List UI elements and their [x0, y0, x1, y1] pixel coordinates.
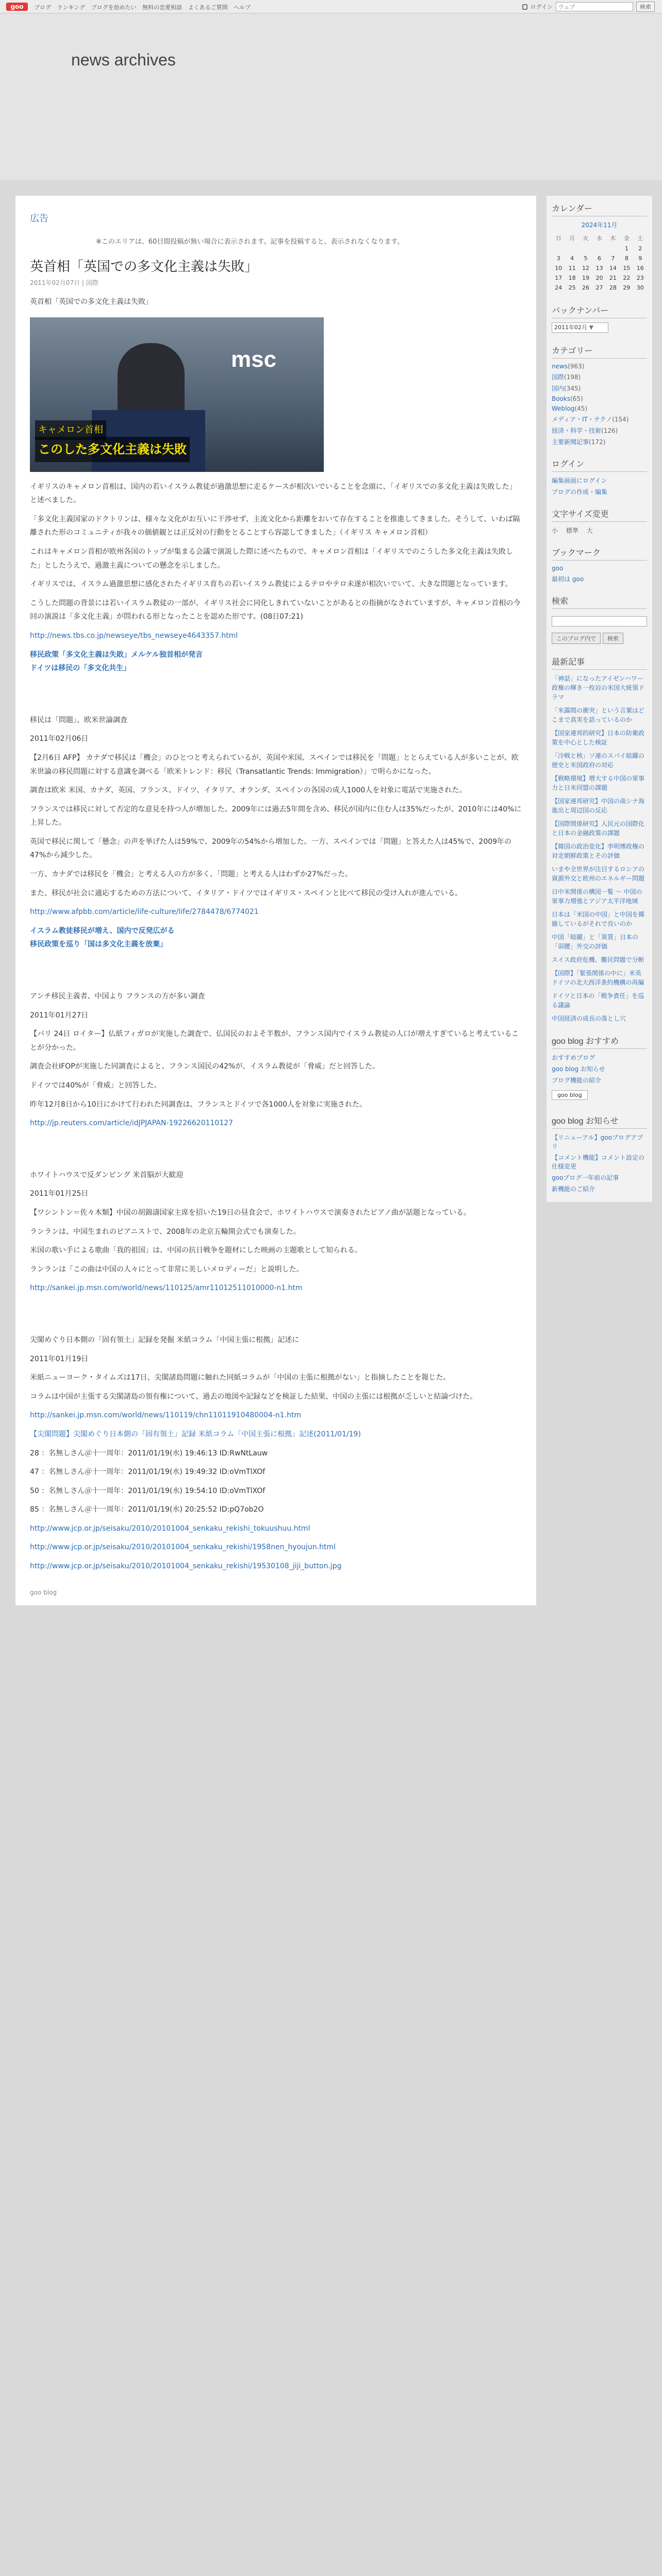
post-paragraph: フランスでは移民に対して否定的な意見を持つ人が増加した。2009年には過去5年間を含め、移民が国内に住む人は35%だったが、2010年には40%に上昇した。	[30, 805, 522, 827]
category-item[interactable]	[552, 363, 647, 370]
post-paragraph: 【ワシントン＝佐々木類】中国の胡錦濤国家主席を招いた19日の昼食会で、ホワイトハウスで演奏されたピアノ曲が話題となっている。	[30, 1208, 471, 1217]
recent-item[interactable]: 日本は「米国の中国」と中国を揶揄しているがそれで良いのか	[552, 911, 645, 927]
post-paragraph: ランランは「この曲は中国の人々にとって非常に美しいメロディーだ」と説明した。	[30, 1265, 304, 1274]
recent-item[interactable]: 【国家連邦研究】中国の南シナ海進出と周辺国の反応	[552, 798, 645, 814]
post-divider	[30, 1136, 522, 1160]
calendar-day: 11	[568, 265, 576, 272]
search-scope-select[interactable]: このブログ内で	[552, 633, 601, 644]
login-link[interactable]: 編集画面にログイン	[552, 477, 607, 484]
related-link[interactable]: 【尖閣問題】尖閣めぐり日本側の「固有領土」記録 米紙コラム「中国主張に根拠」記述(2011/01/19)	[30, 1430, 361, 1438]
calendar-day: 4	[570, 255, 574, 262]
weekday-label: 水	[596, 235, 602, 242]
calendar-day	[606, 244, 620, 253]
weekday-label: 火	[583, 235, 589, 242]
recommend-item[interactable]: おすすめブログ	[552, 1054, 595, 1061]
extra-link[interactable]: http://www.jcp.or.jp/seisaku/2010/20101004_senkaku_rekishi/19530108_jiji_button.jpg	[30, 1562, 342, 1571]
calendar-day: 14	[609, 265, 617, 272]
recent-item[interactable]: スイス政府危機、難民問題で分断	[552, 956, 644, 963]
post-heading: 尖閣めぐり日本側の「固有領土」記録を発掘 米紙コラム「中国主張に根拠」記述に	[30, 1335, 300, 1344]
font-size-normal[interactable]: 標準	[566, 527, 578, 534]
post-entry	[30, 990, 522, 1130]
category-label: 国内	[552, 385, 565, 392]
backnumber-select[interactable]	[552, 323, 608, 333]
recent-item[interactable]: 日中米関係の構図一覧 〜 中国の軍事力増強とアジア太平洋地域	[552, 888, 642, 905]
post-entry	[30, 714, 522, 952]
weekday-label: 土	[637, 235, 643, 242]
global-search-input[interactable]	[556, 2, 633, 11]
site-header	[0, 13, 662, 180]
notice-item[interactable]: 【リニューアル】gooブログアプリ	[552, 1134, 643, 1150]
category-count: (198)	[564, 374, 581, 381]
calendar-day: 8	[624, 255, 628, 262]
recent-item[interactable]: いまや全世界が注目するロシアの資源外交と欧州のエネルギー問題	[552, 866, 645, 882]
post-heading: ホワイトハウスで反ダンピング 米首脳が大歓迎	[30, 1171, 184, 1179]
post-paragraph: 【2月6日 AFP】 カナダで移民は「機会」のひとつと考えられているが、英国や米国、スペインでは移民を「問題」ととらえている人が多いことが、欧米世論の移民問題に対する意識を調べる「欧米トレンド：移民（Transatlantic Trends: Immigration）」で明らかになった。	[30, 753, 519, 776]
weekday-label: 木	[610, 235, 616, 242]
calendar-month[interactable]: 2024年11月	[581, 222, 618, 229]
bookmark-item[interactable]: 最初は goo	[552, 575, 584, 583]
notice-item[interactable]: gooブログ一年前の記事	[552, 1174, 619, 1181]
recent-item[interactable]: 「冷戦と核」ソ連のスパイ暗躍の歴史と米国政府の対応	[552, 752, 645, 769]
calendar-day: 12	[582, 265, 590, 272]
nav-link-help[interactable]: ヘルプ	[234, 4, 251, 11]
post-paragraph: また、移民が社会に適応するための方法について、イタリア・ドイツではイギリス・スペインと比べて移民の受け入れが進んでいる。	[30, 889, 462, 897]
source-link[interactable]: http://news.tbs.co.jp/newseye/tbs_newseye4643357.html	[30, 631, 238, 640]
calendar-day: 22	[623, 275, 631, 281]
goo-logo[interactable]: goo	[6, 3, 28, 11]
calendar-day: 1	[624, 245, 628, 252]
category-count: (963)	[568, 363, 585, 370]
post-photo	[30, 317, 324, 472]
global-nav-links	[34, 3, 255, 11]
nav-link-love[interactable]: 無料の恋愛相談	[142, 4, 183, 11]
category-label: Books	[552, 395, 571, 402]
nav-link-faq[interactable]: よくあるご質問	[188, 4, 228, 11]
recent-title: 最新記事	[552, 655, 647, 670]
calendar-day: 25	[568, 284, 576, 291]
post-body	[30, 714, 522, 952]
category-count: (154)	[612, 416, 629, 423]
login-title: ログイン	[552, 457, 647, 472]
calendar-day: 18	[568, 275, 576, 281]
post-paragraph: 昨年12月8日から10日にかけて行われた同調査は、フランスとドイツで各1000人を対象に実施された。	[30, 1100, 367, 1109]
post-divider	[30, 957, 522, 981]
backnumber-value: 2011年02月	[554, 324, 587, 331]
global-search-button[interactable]: 検索	[636, 2, 655, 12]
post-paragraph: ドイツでは40%が「脅威」と回答した。	[30, 1081, 161, 1090]
recommend-item[interactable]: ブログ機能の紹介	[552, 1077, 602, 1084]
extra-link[interactable]: http://www.jcp.or.jp/seisaku/2010/20101004_senkaku_rekishi/1958nen_hyoujun.html	[30, 1543, 336, 1552]
post-heading: アンチ移民主義者、中国より フランスの方が多い調査	[30, 992, 205, 1001]
site-title[interactable]: news archives	[71, 50, 176, 69]
calendar-title: カレンダー	[552, 202, 647, 216]
calendar-day: 24	[555, 284, 562, 291]
weekday-label: 日	[555, 235, 561, 242]
search-title: 検索	[552, 595, 647, 609]
ad-label: 広告	[30, 213, 48, 224]
category-count: (126)	[601, 427, 618, 434]
category-label: メディア・IT・テクノ	[552, 416, 613, 423]
calendar-day	[592, 244, 606, 253]
calendar-day: 15	[623, 265, 631, 272]
recent-list	[552, 674, 647, 1023]
extra-link[interactable]: http://www.jcp.or.jp/seisaku/2010/20101004_senkaku_rekishi_tokuushuu.html	[30, 1524, 310, 1533]
backnumber-title: バックナンバー	[552, 304, 647, 318]
post-paragraph: 調査会社IFOPが実施した同調査によると、フランス国民の42%が、イスラム教徒が「脅威」だと回答した。	[30, 1062, 380, 1071]
post-body	[30, 1168, 522, 1295]
calendar-table	[552, 232, 647, 293]
calendar-day: 23	[636, 275, 644, 281]
sidebar-search-input[interactable]	[552, 616, 647, 626]
post-body	[30, 295, 522, 675]
recent-item[interactable]: 「神話」になったアイゼンハワー政権の輝き一枚岩の米国大統領ドラマ	[552, 675, 645, 701]
calendar-day: 19	[582, 275, 590, 281]
post-body	[30, 1333, 522, 1573]
calendar-day: 20	[595, 275, 603, 281]
category-label: 主要新聞記事	[552, 438, 589, 446]
recent-item[interactable]: 【国際】「緊張関係の中に」米英ドイツの北大西洋条約機構の再編	[552, 970, 644, 986]
post-paragraph: 米国の歌い手による歌曲「我的祖国」は、中国の抗日戦争を題材にした映画の主題歌として知られる。	[30, 1246, 362, 1255]
sidebar	[547, 196, 652, 1202]
create-blog-link[interactable]: ブログの作成・編集	[552, 488, 608, 496]
post-entry	[30, 1168, 522, 1295]
comment-line: 85 ：名無しさん＠十一周年：2011/01/19(水) 20:25:52 ID:pQ7ob2O	[30, 1505, 264, 1514]
global-nav-right	[522, 2, 655, 12]
main-content	[15, 196, 536, 1605]
category-count: (172)	[589, 438, 606, 446]
comment-line: 28 ：名無しさん＠十一周年：2011/01/19(水) 19:46:13 ID:RwNtLauw	[30, 1449, 268, 1458]
calendar-day	[565, 244, 578, 253]
post-paragraph: イギリスでは、イスラム過激思想に感化されたイギリス育ちの若いイスラム教徒によるテロやテロ未遂が相次いでいて、大きな問題となっています。	[30, 580, 512, 589]
post-date: 2011年01月27日	[30, 1011, 89, 1020]
calendar-day: 28	[609, 284, 617, 291]
source-link[interactable]: http://jp.reuters.com/article/idJPJAPAN-19226620110127	[30, 1119, 234, 1128]
sidebar-search-button[interactable]: 検索	[603, 633, 623, 644]
category-label: news	[552, 363, 568, 370]
category-item[interactable]	[552, 405, 647, 412]
recent-item[interactable]: 【国家連邦的研究】日本の防衛政策を中心とした検証	[552, 730, 645, 746]
calendar-day	[552, 244, 565, 253]
chevron-down-icon: ▼	[589, 324, 593, 331]
photo-caption-name: キャメロン首相	[35, 420, 106, 440]
post-title[interactable]: 英首相「英国での多文化主義は失敗」	[30, 259, 258, 274]
nav-link-start[interactable]: ブログを始めたい	[91, 4, 137, 11]
post-paragraph: こうした問題の背景には若いイスラム教徒の一部が、イギリス社会に同化しきれていないことがあるとの指摘がなされていますが、キャメロン首相の今回の演説は「多文化主義」が問われる形となったことを認めた形です。(08日07:21)	[30, 599, 521, 621]
related-link[interactable]: ドイツは移民の「多文化共生」	[30, 664, 131, 673]
post-lead: 英首相「英国での多文化主義は失敗」	[30, 298, 153, 306]
weekday-label: 金	[623, 235, 630, 242]
category-item[interactable]	[552, 384, 647, 393]
post-paragraph: 一方、カナダでは移民を「機会」と考える人の方が多く、「問題」と考える人はわずか27%だった。	[30, 870, 353, 879]
category-list	[552, 363, 647, 446]
post-paragraph: ランランは、中国生まれのピアニストで、2008年の北京五輪開会式でも演奏した。	[30, 1227, 301, 1236]
calendar-day: 16	[636, 265, 644, 272]
calendar-day: 7	[611, 255, 615, 262]
notices-list	[552, 1133, 647, 1193]
calendar-day: 30	[636, 284, 644, 291]
msc-logo: msc	[231, 346, 277, 372]
recent-item[interactable]: 【国際関係研究】人民元の国際化と日本の金融政策の課題	[552, 820, 645, 837]
category-label: Weblog	[552, 405, 575, 412]
calendar-day: 10	[555, 265, 562, 272]
category-item[interactable]	[552, 395, 647, 402]
calendar-day: 5	[584, 255, 588, 262]
calendar-day	[579, 244, 592, 253]
post-date: 2011年02月06日	[30, 735, 89, 743]
font-size-small[interactable]: 小	[552, 527, 558, 534]
post-paragraph: 【パリ 24日 ロイター】仏紙フィガロが実施した調査で、仏国民のおよそ半数が、フランス国内でイスラム教徒の人口が増えすぎていると考えていることが分かった。	[30, 1030, 519, 1052]
source-link[interactable]: http://sankei.jp.msn.com/world/news/110125/amr11012511010000-n1.htm	[30, 1284, 303, 1293]
category-item[interactable]	[552, 415, 647, 423]
login-links	[552, 476, 647, 496]
category-label: 経済・科学・技術	[552, 427, 602, 434]
recent-item[interactable]: 【韓国の政治変化】李明博政権の対北朝鮮政策とその評価	[552, 843, 645, 859]
post-date: 2011年01月25日	[30, 1190, 89, 1198]
content-footer: goo blog	[30, 1588, 57, 1596]
recommend-list	[552, 1053, 647, 1084]
nav-link-ranking[interactable]: ランキング	[57, 4, 86, 11]
calendar-day: 3	[556, 255, 560, 262]
related-link[interactable]: 移民政策を巡り「国は多文化主義を放棄」	[30, 940, 167, 949]
calendar-day: 17	[555, 275, 562, 281]
categories-title: カテゴリー	[552, 344, 647, 359]
inactivity-notice: ※このエリアは、60日間投稿が無い場合に表示されます。記事を投稿すると、表示されなくなります。	[96, 238, 404, 246]
notices-title: goo blog お知らせ	[552, 1114, 647, 1129]
post-entry	[30, 1333, 522, 1573]
category-item[interactable]	[552, 426, 647, 435]
recent-item[interactable]: 中国「暗躍」と「異質」日本の「弱腰」外交の評価	[552, 934, 639, 950]
post-body	[30, 990, 522, 1130]
category-count: (45)	[574, 405, 588, 412]
post-paragraph: コラムは中国が主張する尖閣諸島の領有権について、過去の地図や記録などを検証した結果、中国の主張には根拠が乏しいと結論づけた。	[30, 1392, 477, 1401]
nav-link-blog[interactable]: ブログ	[34, 4, 51, 11]
post-entry	[30, 256, 522, 675]
post-paragraph: 英国で移民に関して「懸念」の声を挙げた人は59%で、2009年の54%から増加した。一方、スペインでは「問題」と答えた人は45%で、2009年の47%から減少した。	[30, 837, 512, 860]
source-link[interactable]: http://www.afpbb.com/article/life-culture/life/2784478/6774021	[30, 908, 259, 917]
notice-item[interactable]: 新機能のご紹介	[552, 1185, 595, 1193]
post-date: 2011年01月19日	[30, 1354, 89, 1363]
related-link[interactable]: 移民政策「多文化主義は失敗」メルケル独首相が発言	[30, 650, 203, 659]
search-controls	[552, 633, 647, 644]
recent-item[interactable]: 【戦略環境】増大する中国の軍事力と日米同盟の課題	[552, 775, 645, 791]
calendar-day: 27	[595, 284, 603, 291]
calendar-day: 2	[638, 245, 642, 252]
calendar-day: 21	[609, 275, 617, 281]
post-heading: 移民は「問題」、欧米世論調査	[30, 716, 127, 724]
source-link[interactable]: http://sankei.jp.msn.com/world/news/110119/chn11011910480004-n1.htm	[30, 1411, 302, 1420]
post-divider	[30, 681, 522, 705]
notice-item[interactable]: 【コメント機能】コメント設定の仕様変更	[552, 1154, 645, 1170]
bookmark-item[interactable]: goo	[552, 565, 564, 572]
weekday-label: 月	[569, 235, 575, 242]
comment-line: 47 ：名無しさん＠十一周年：2011/01/19(水) 19:49:32 ID:oVmTlXOf	[30, 1468, 266, 1477]
calendar-day: 6	[597, 255, 601, 262]
post-paragraph: 「多文化主義国家のドクトリンは、様々な文化がお互いに干渉せず、主流文化から距離をおいて存在することを推進してきました。そうして、いわば隔離された形のコミュニティが我々の価値観とは正反対の行動をとることすら容認してきました」（イギリス キャメロン首相）	[30, 515, 520, 537]
category-label: 国際	[552, 374, 565, 381]
calendar-day: 9	[638, 255, 642, 262]
post-paragraph: イギリスのキャメロン首相は、国内の若いイスラム教徒が過激思想に走るケースが相次いでいることを念頭に、「イギリスでの多文化主義は失敗した」と述べました。	[30, 482, 517, 505]
calendar-day: 29	[623, 284, 631, 291]
category-count: (345)	[564, 385, 581, 392]
recent-item[interactable]: ドイツと日本の「戦争責任」を巡る議論	[552, 992, 644, 1009]
goo-blog-badge[interactable]: goo blog	[552, 1090, 588, 1100]
calendar-day: 26	[582, 284, 590, 291]
login-link[interactable]: ログイン	[530, 4, 553, 10]
recent-item[interactable]: 中国経済の成長の落とし穴	[552, 1015, 626, 1022]
font-size-options	[552, 526, 647, 535]
calendar-day: 13	[595, 265, 603, 272]
bookmark-title: ブックマーク	[552, 546, 647, 561]
recommend-title: goo blog おすすめ	[552, 1035, 647, 1049]
global-nav-bar	[0, 0, 662, 13]
post-divider	[30, 1300, 522, 1325]
post-paragraph: 調査は欧米 米国、カナダ、英国、フランス、ドイツ、イタリア、オランダ、スペインの各国の成人1000人を対象に電話で実施された。	[30, 786, 467, 795]
bookmark-list	[552, 565, 647, 583]
recent-item[interactable]: 「米露間の衝突」という言葉はどこまで真実を語っているのか	[552, 707, 645, 723]
font-size-large[interactable]: 大	[586, 527, 593, 534]
lock-icon	[522, 4, 527, 10]
post-paragraph: これはキャメロン首相が欧州各国のトップが集まる会議で演説した際に述べたもので、キャメロン首相は「イギリスでのこうした多文化主義は失敗した」としたうえで、過激主義についての懸念を示しました。	[30, 547, 514, 570]
recommend-item[interactable]: goo blog お知らせ	[552, 1065, 605, 1073]
post-meta[interactable]: 2011年02月07日 | 国際	[30, 279, 98, 286]
category-count: (65)	[570, 395, 583, 402]
photo-caption-quote: このした多文化主義は失敗	[35, 437, 190, 463]
category-item[interactable]	[552, 372, 647, 381]
font-size-title: 文字サイズ変更	[552, 507, 647, 522]
related-link[interactable]: イスラム教徒移民が増え、国内で反発広がる	[30, 926, 175, 935]
category-item[interactable]	[552, 437, 647, 446]
post-paragraph: 米紙ニューヨーク・タイムズは17日、尖閣諸島問題に触れた同紙コラムが「中国の主張に根拠がない」と指摘したことを報じた。	[30, 1374, 451, 1382]
comment-line: 50 ：名無しさん＠十一周年：2011/01/19(水) 19:54:10 ID:oVmTlXOf	[30, 1486, 266, 1495]
